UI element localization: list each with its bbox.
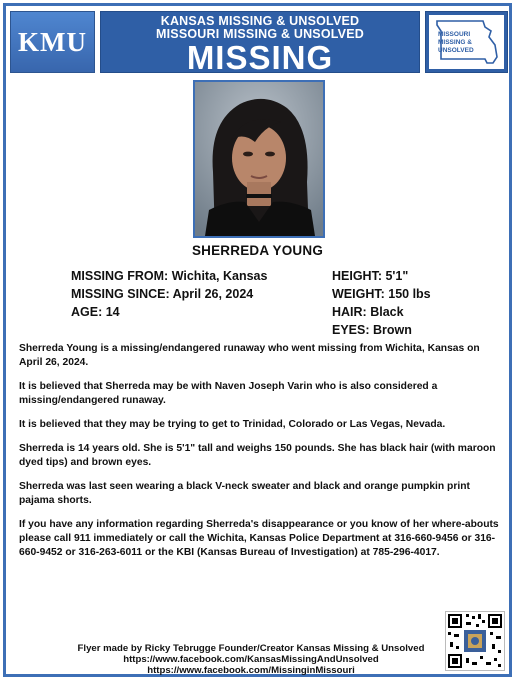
paragraph: Sherreda was last seen wearing a black V-neck sweater and black and orange pumpkin print pajama shorts. [19,481,470,506]
mo-logo-line: MISSOURI [438,31,471,38]
banner-line-missouri: MISSOURI MISSING & UNSOLVED [156,27,364,41]
banner-title: MISSING [186,39,334,76]
missing-banner [100,11,420,76]
missing-since: MISSING SINCE: April 26, 2024 [71,287,254,301]
missouri-logo-text [438,31,474,55]
age: AGE: 14 [71,305,120,319]
kmu-logo-text: KMU [18,26,87,57]
description [19,342,501,570]
eyes: EYES: Brown [332,323,412,337]
facts-right [332,267,431,339]
facebook-link-missouri[interactable]: https://www.facebook.com/MissinginMissouri [147,665,355,676]
mo-logo-line: UNSOLVED [438,47,474,54]
mo-logo-line: MISSING & [438,39,472,46]
paragraph: It is believed that they may be trying to get to Trinidad, Colorado or Las Vegas, Nevada. [19,419,446,430]
flyer-header [10,11,506,75]
paragraph: Sherreda is 14 years old. She is 5'1" tall and weighs 150 pounds. She has black hair (with maroon dyed tips) and brown eyes. [19,443,496,468]
paragraph: It is believed that Sherreda may be with Naven Joseph Varin who is also considered a missing/endangered runaway. [19,381,438,406]
missing-from: MISSING FROM: Wichita, Kansas [71,269,268,283]
facebook-link-kansas[interactable]: https://www.facebook.com/KansasMissingAndUnsolved [123,654,379,665]
flyer-footer [66,643,436,676]
missing-person-photo [193,80,325,238]
missouri-logo [425,11,508,73]
person-name: SHERREDA YOUNG [191,243,324,258]
qr-code-icon[interactable] [445,611,505,671]
height: HEIGHT: 5'1" [332,269,409,283]
missing-person-flyer [3,3,512,677]
paragraph: Sherreda Young is a missing/endangered runaway who went missing from Wichita, Kansas on April 26, 2024. [19,343,480,368]
flyer-credit: Flyer made by Ricky Tebrugge Founder/Creator Kansas Missing & Unsolved [77,643,425,654]
paragraph: If you have any information regarding Sherreda's disappearance or you know of her where-abouts please call 911 immediately or call the Wichita, Kansas Police Department at 316-660-9456 or 316-660-9452 or 316-263-6011 or the KBI (Kansas Bureau of Investigation) at 785-296-4017. [19,519,499,558]
facts-left [71,267,267,321]
weight: WEIGHT: 150 lbs [332,287,431,301]
banner-line-kansas: KANSAS MISSING & UNSOLVED [160,14,360,28]
hair: HAIR: Black [332,305,404,319]
kmu-logo [10,11,95,73]
